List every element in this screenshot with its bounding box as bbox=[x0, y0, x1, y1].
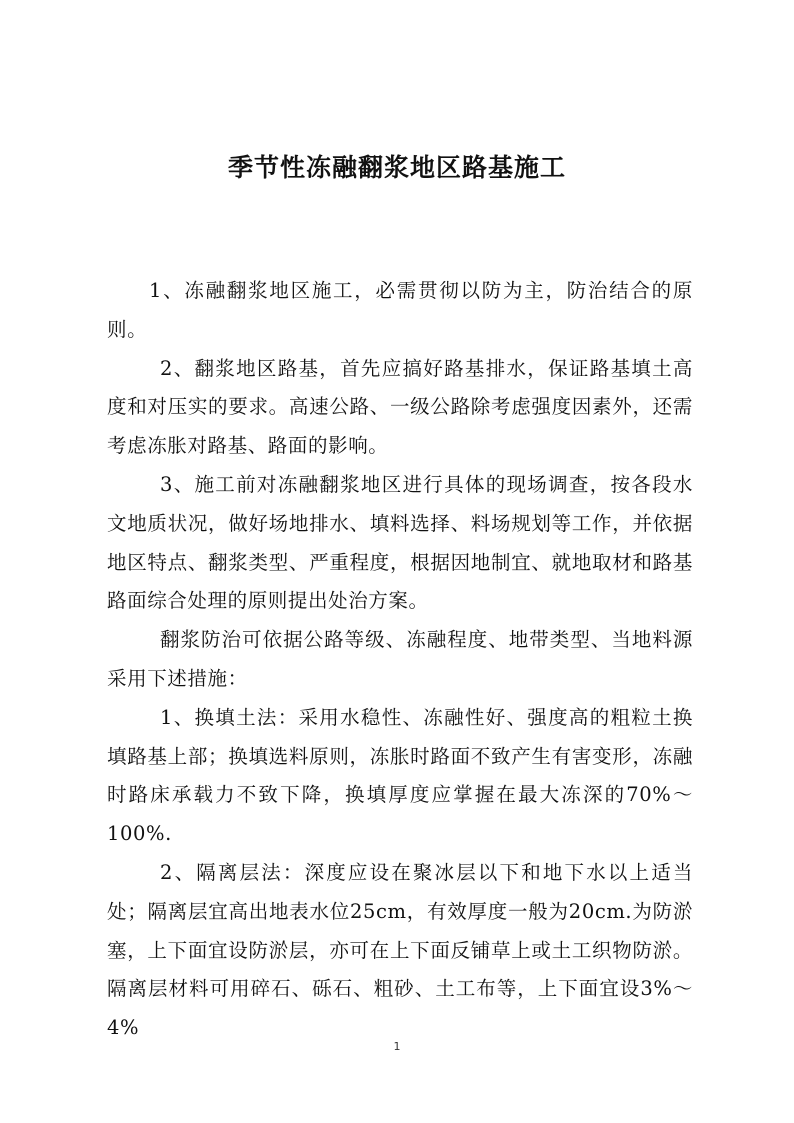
paragraph-2: 2、翻浆地区路基，首先应搞好路基排水，保证路基填土高度和对压实的要求。高速公路、一级公路除考虑强度因素外，还需考虑冻胀对路基、路面的影响。 bbox=[107, 356, 693, 458]
paragraph-3: 3、施工前对冻融翻浆地区进行具体的现场调查，按各段水文地质状况，做好场地排水、填料选择、料场规划等工作，并依据地区特点、翻浆类型、严重程度，根据因地制宜、就地取材和路基路面综合处理的原则提出处治方案。 bbox=[107, 472, 693, 613]
paragraph-1: 1、冻融翻浆地区施工，必需贯彻以防为主，防治结合的原则。 bbox=[107, 279, 693, 341]
document-body bbox=[107, 272, 693, 1048]
paragraph-5: 1、换填土法：采用水稳性、冻融性好、强度高的粗粒土换填路基上部；换填选料原则，冻胀时路面不致产生有害变形，冻融时路床承载力不致下降，换填厚度应掌握在最大冻深的70%～100%. bbox=[107, 705, 693, 846]
paragraph-6: 2、隔离层法：深度应设在聚冰层以下和地下水以上适当处；隔离层宜高出地表水位25cm，有效厚度一般为20cm.为防淤塞，上下面宜设防淤层，亦可在上下面反铺草上或土工织物防淤。隔离层材料可用碎石、砾石、粗砂、土工布等，上下面宜设3%～4% bbox=[107, 860, 693, 1040]
document-title: 季节性冻融翻浆地区路基施工 bbox=[227, 153, 566, 182]
paragraph-4: 翻浆防治可依据公路等级、冻融程度、地带类型、当地料源采用下述措施： bbox=[107, 628, 693, 690]
page-number: 1 bbox=[393, 1040, 401, 1053]
